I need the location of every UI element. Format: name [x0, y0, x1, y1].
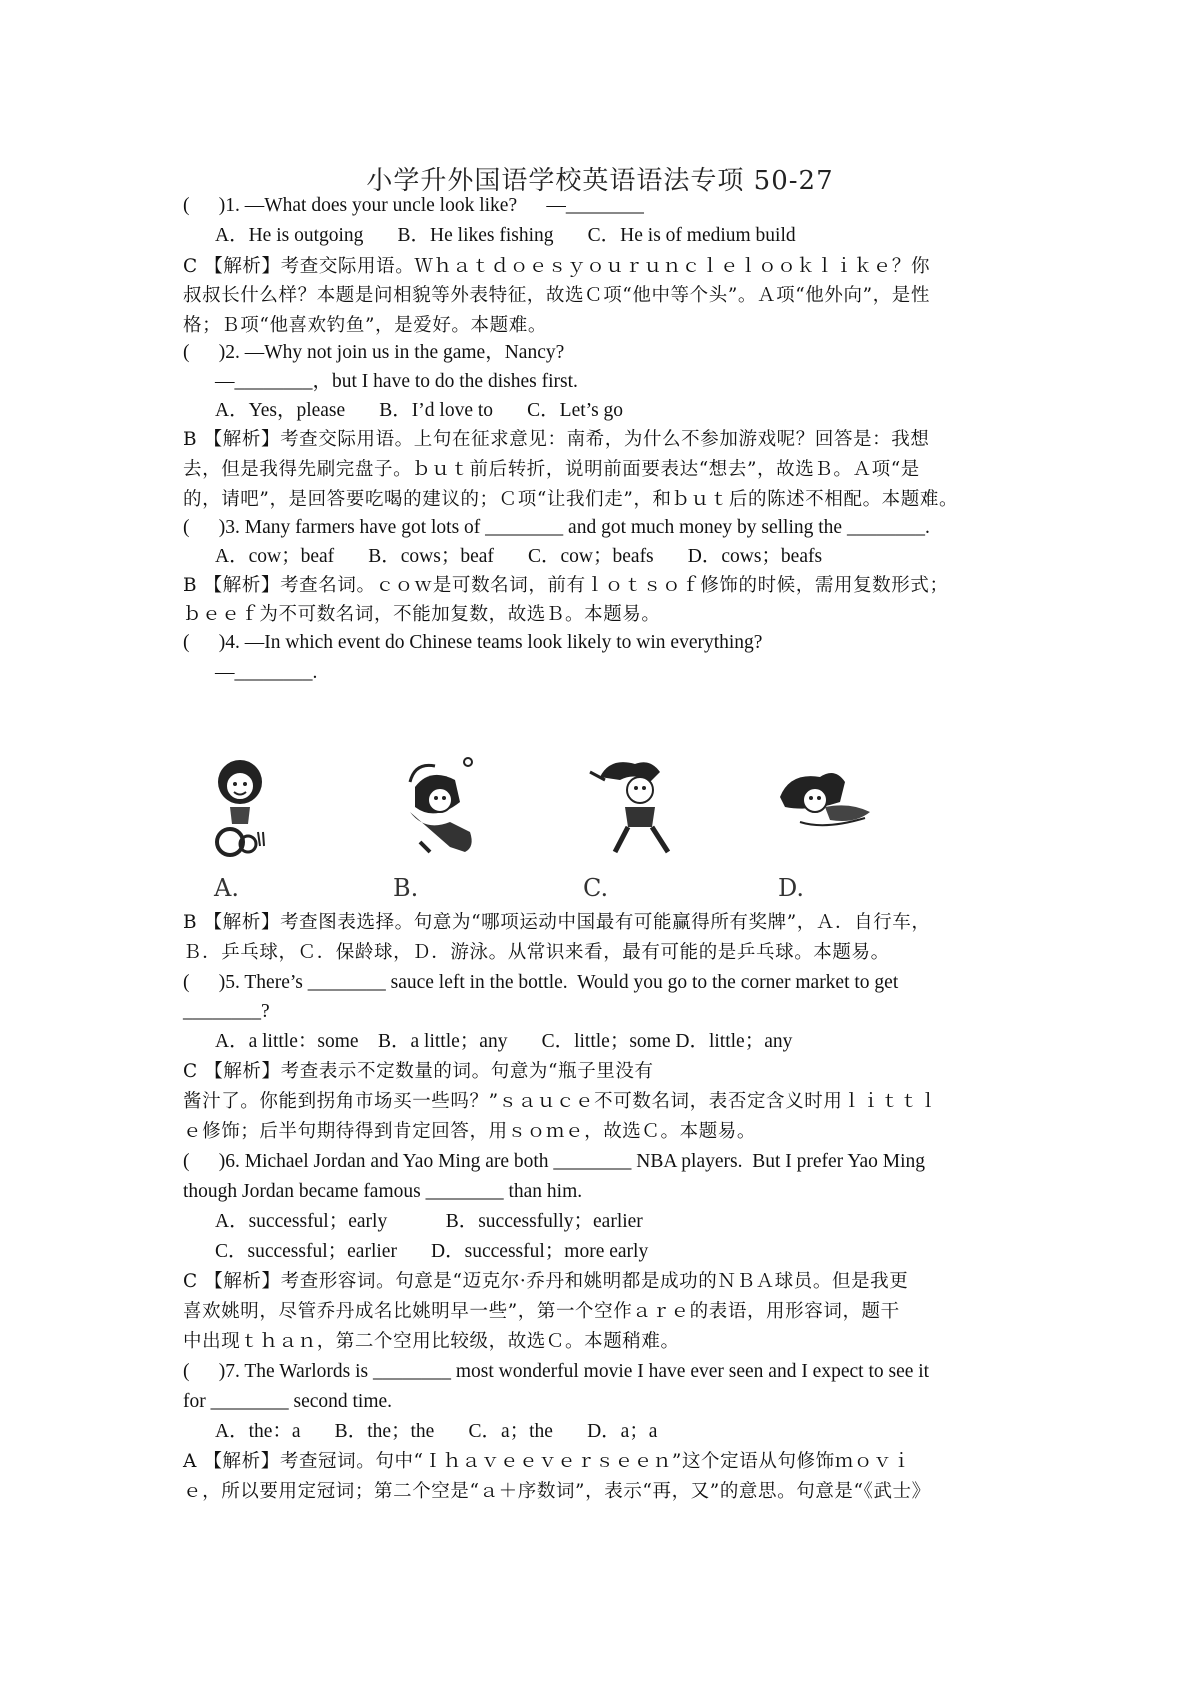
answer-1-line-2: 叔叔长什么样？本题是问相貌等外表特征，故选Ｃ项“他中等个头”。Ａ项“他外向”，是性 [183, 285, 930, 306]
question-6: ( )6. Michael Jordan and Yao Ming are both ________ NBA players. But I prefer Yao Ming [183, 1151, 925, 1172]
question-4: ( )4. —In which event do Chinese teams look likely to win everything? [183, 632, 763, 653]
answer-4-line-1: B 【解析】考查图表选择。句意为“哪项运动中国最有可能赢得所有奖牌”，Ａ．自行车， [183, 912, 931, 933]
answer-1-line-3: 格；Ｂ项“他喜欢钓鱼”，是爱好。本题难。 [183, 315, 547, 336]
question-1-options: A．He is outgoing B．He likes fishing C．He is of medium build [215, 225, 796, 246]
answer-6-line-3: 中出现ｔｈａｎ，第二个空用比较级，故选Ｃ。本题稍难。 [183, 1331, 680, 1352]
answer-6-line-2: 喜欢姚明，尽管乔丹成名比姚明早一些”，第一个空作ａｒｅ的表语，用形容词，题干 [183, 1301, 900, 1322]
answer-5-line-1: C 【解析】考查表示不定数量的词。句意为“瓶子里没有 [183, 1061, 654, 1082]
question-7-options: A．the：a B．the；the C．a；the D．a；a [215, 1421, 658, 1442]
question-3: ( )3. Many farmers have got lots of ________ and got much money by selling the ________. [183, 517, 930, 538]
picture-label-c: C. [583, 874, 609, 902]
question-7-continued: for ________ second time. [183, 1391, 393, 1412]
question-2-response: —________，but I have to do the dishes first. [215, 371, 578, 392]
question-6-options-1: A．successful；early B．successfully；earlier [215, 1211, 643, 1232]
question-5-continued: ________? [183, 1001, 270, 1022]
answer-7-line-1: A 【解析】考查冠词。句中“Ｉｈａｖｅｅｖｅｒｓｅｅｎ”这个定语从句修饰ｍｏｖｉ [183, 1451, 912, 1472]
question-5-options: A．a little：some B．a little；any C．little；some D．little；any [215, 1031, 793, 1052]
picture-label-b: B. [393, 874, 419, 902]
question-1: ( )1. —What does your uncle look like? —________ [183, 195, 644, 216]
answer-1-line-1: C 【解析】考查交际用语。Ｗｈａｔｄｏｅｓｙｏｕｒｕｎｃｌｅｌｏｏｋｌｉｋｅ？你 [183, 256, 931, 277]
answer-2-line-1: B 【解析】考查交际用语。上句在征求意见：南希，为什么不参加游戏呢？回答是：我想 [183, 429, 930, 450]
picture-label-a: A. [214, 874, 239, 902]
question-2-options: A．Yes，please B．I’d love to C．Let’s go [215, 400, 624, 421]
answer-2-line-3: 的，请吧”，是回答要吃喝的建议的；Ｃ项“让我们走”，和ｂｕｔ后的陈述不相配。本题难。 [183, 489, 959, 510]
question-6-continued: though Jordan became famous ________ than him. [183, 1181, 583, 1202]
bowling-mascot-picture [580, 752, 690, 862]
question-5: ( )5. There’s ________ sauce left in the bottle. Would you go to the corner market to get [183, 972, 899, 993]
question-2: ( )2. —Why not join us in the game，Nancy? [183, 342, 565, 363]
picture-options [200, 752, 900, 902]
question-7: ( )7. The Warlords is ________ most wonderful movie I have ever seen and I expect to see it [183, 1361, 930, 1382]
answer-5-line-2: 酱汁了。你能到拐角市场买一些吗？”ｓａｕｃｅ不可数名词，表否定含义时用ｌｉｔｔｌ [183, 1091, 938, 1112]
question-4-response: —________. [215, 662, 318, 683]
cycling-mascot-picture [200, 752, 310, 862]
question-6-options-2: C．successful；earlier D．successful；more early [215, 1241, 649, 1262]
answer-6-line-1: C 【解析】考查形容词。句意是“迈克尔·乔丹和姚明都是成功的ＮＢＡ球员。但是我更 [183, 1271, 909, 1292]
answer-5-line-3: ｅ修饰；后半句期待得到肯定回答，用ｓｏｍｅ，故选Ｃ。本题易。 [183, 1121, 757, 1142]
answer-3-line-1: B 【解析】考查名词。ｃｏｗ是可数名词，前有ｌｏｔｓｏｆ修饰的时候，需用复数形式； [183, 575, 949, 596]
answer-2-line-2: 去，但是我得先刷完盘子。ｂｕｔ前后转折，说明前面要表达“想去”，故选Ｂ。Ａ项“是 [183, 459, 920, 480]
picture-label-d: D. [778, 874, 805, 902]
answer-4-line-2: Ｂ．乒乓球，Ｃ．保龄球，Ｄ．游泳。从常识来看，最有可能的是乒乓球。本题易。 [183, 942, 890, 963]
page-title: 小学升外国语学校英语语法专项 50-27 [366, 166, 834, 196]
answer-7-line-2: ｅ，所以要用定冠词；第二个空是“ａ＋序数词”，表示“再，又”的意思。句意是“《武士》 [183, 1481, 931, 1502]
table-tennis-mascot-picture [390, 752, 500, 862]
question-3-options: A．cow；beaf B．cows；beaf C．cow；beafs D．cows；beafs [215, 546, 823, 567]
answer-3-line-2: ｂｅｅｆ为不可数名词，不能加复数，故选Ｂ。本题易。 [183, 604, 661, 625]
swimming-mascot-picture [770, 752, 880, 862]
